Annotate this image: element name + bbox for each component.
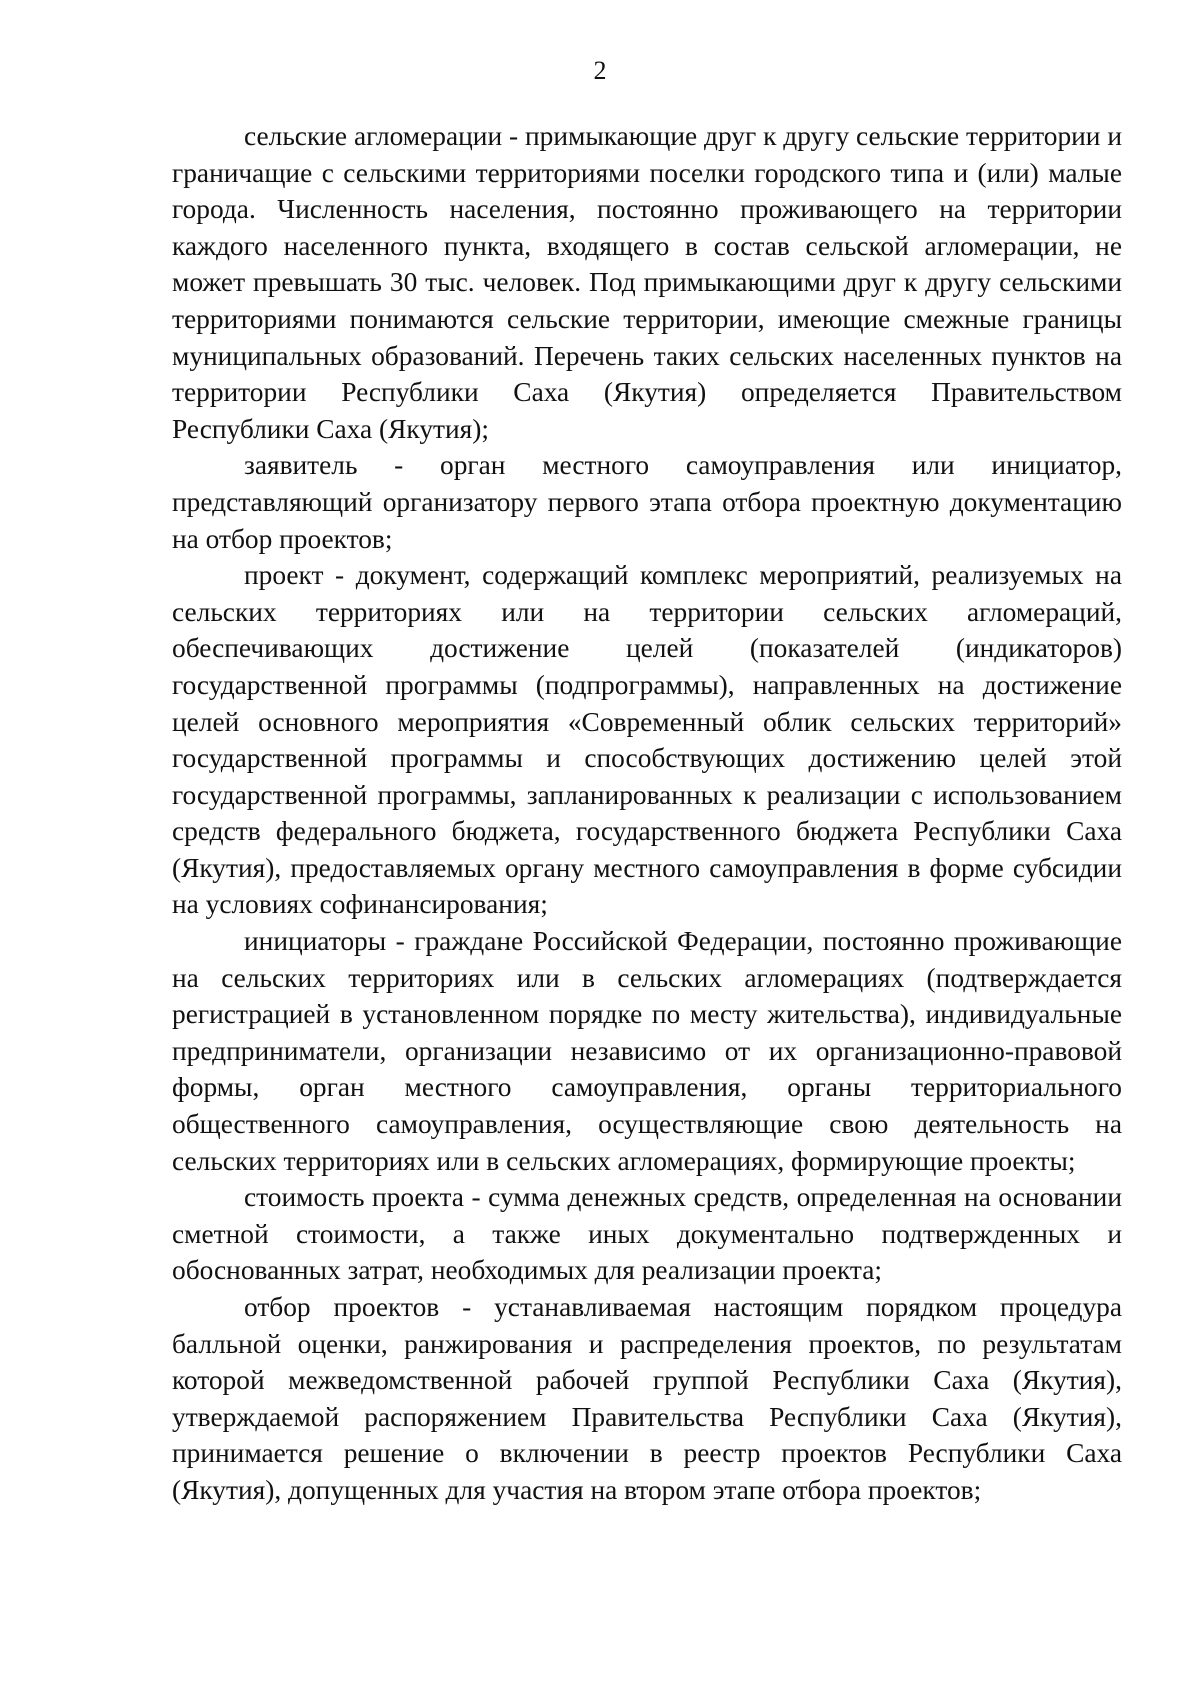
paragraph-initiators: инициаторы - граждане Российской Федерации, постоянно проживающие на сельских территориях или в сельских агломерациях (подтверждается регистрацией в установленном порядке по месту жительства), индивидуальные предприниматели, организации независимо от их организационно-правовой формы, орган местного самоуправления, органы территориального общественного самоуправления, осуществляющие свою деятельность на сельских территориях или в сельских агломерациях, формирующие проекты; [172, 926, 1122, 1176]
paragraph-rural-agglomerations: сельские агломерации - примыкающие друг к другу сельские территории и граничащие с сельскими территориями поселки городского типа и (или) малые города. Численность населения, постоянно проживающего на территории каждого населенного пункта, входящего в состав сельской агломерации, не может превышать 30 тыс. человек. Под примыкающими друг к другу сельскими территориями понимаются сельские территории, имеющие смежные границы муниципальных образований. Перечень таких сельских населенных пунктов на территории Республики Саха (Якутия) определяется Правительством Республики Саха (Якутия); [172, 121, 1122, 444]
paragraph-project-cost: стоимость проекта - сумма денежных средств, определенная на основании сметной стоимости, а также иных документально подтвержденных и обоснованных затрат, необходимых для реализации проекта; [172, 1182, 1122, 1286]
paragraph-project-selection: отбор проектов - устанавливаемая настоящим порядком процедура балльной оценки, ранжирования и распределения проектов, по результатам которой межведомственной рабочей группой Республики Саха (Якутия), утверждаемой распоряжением Правительства Республики Саха (Якутия), принимается решение о включении в реестр проектов Республики Саха (Якутия), допущенных для участия на втором этапе отбора проектов; [172, 1292, 1122, 1505]
page-number: 2 [593, 56, 607, 85]
document-body [172, 118, 1122, 1509]
paragraph-applicant: заявитель - орган местного самоуправления или инициатор, представляющий организатору первого этапа отбора проектную документацию на отбор проектов; [172, 450, 1122, 554]
paragraph-project: проект - документ, содержащий комплекс мероприятий, реализуемых на сельских территориях или на территории сельских агломераций, обеспечивающих достижение целей (показателей (индикаторов) государственной программы (подпрограммы), направленных на достижение целей основного мероприятия «Современный облик сельских территорий» государственной программы и способствующих достижению целей этой государственной программы, запланированных к реализации с использованием средств федерального бюджета, государственного бюджета Республики Саха (Якутия), предоставляемых органу местного самоуправления в форме субсидии на условиях софинансирования; [172, 560, 1122, 920]
